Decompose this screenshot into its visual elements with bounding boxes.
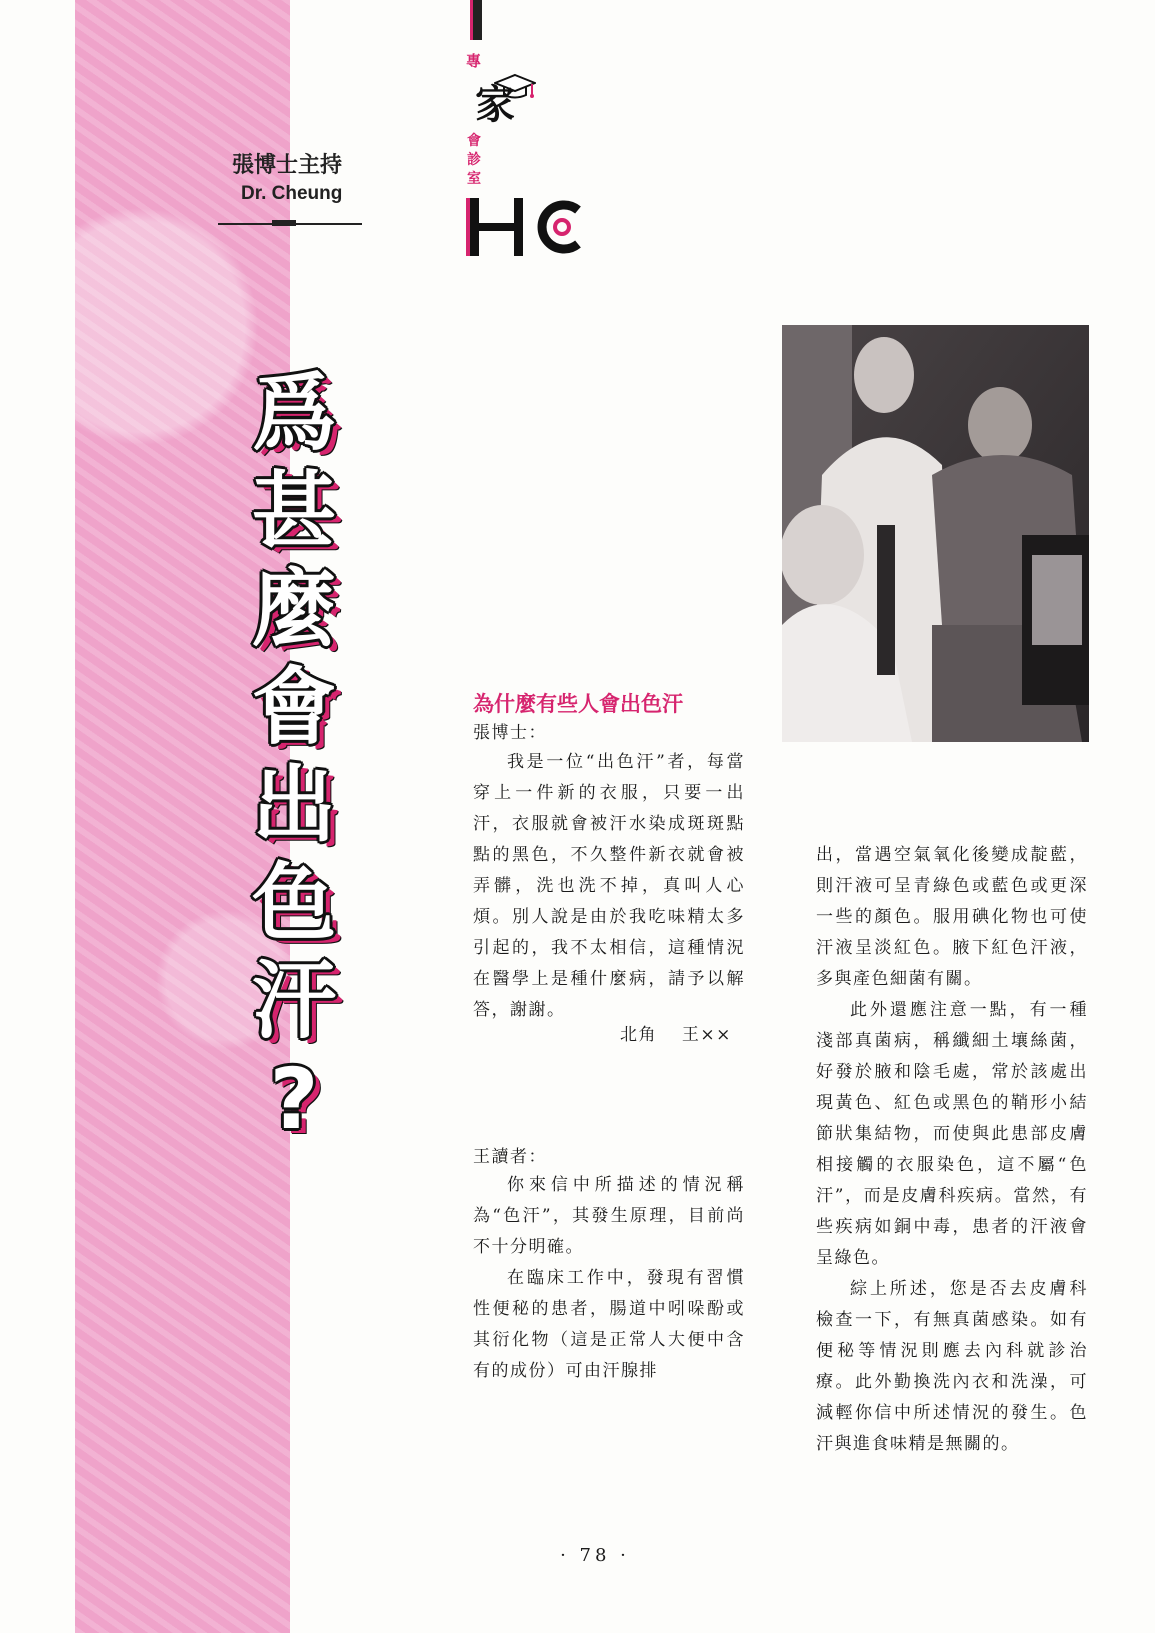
host-name-english: Dr. Cheung: [241, 183, 343, 204]
answer-left-column: [473, 1170, 745, 1387]
hc-logo: [466, 198, 591, 256]
doctor-patient-photo: [782, 325, 1089, 742]
question-signature: 北角 王××: [620, 1025, 732, 1045]
page-number: · 78 ·: [560, 1545, 630, 1566]
answer-paragraph: 出，當遇空氣氧化後變成靛藍，則汗液可呈青綠色或藍色或更深一些的顏色。服用碘化物也可使汗液呈淡紅色。腋下紅色汗液，多與產色細菌有關。: [816, 845, 1088, 989]
answer-paragraph: 你來信中所描述的情況稱為“色汗”，其發生原理，目前尚不十分明確。: [473, 1175, 745, 1257]
logo-clinic-label: 會診室: [467, 133, 481, 187]
answer-paragraph: 此外還應注意一點，有一種淺部真菌病，稱纖細土壤絲菌，好發於腋和陰毛處，常於該處出現黃色、紅色或黑色的鞘形小結節狀集結物，而使與此患部皮膚相接觸的衣服染色，這不屬“色汗”，而是皮膚科疾病。當然，有些疾病如銅中毒，患者的汗液會呈綠色。: [816, 1000, 1088, 1268]
title-char: 會: [251, 658, 336, 756]
title-question-mark: ?: [269, 1050, 319, 1148]
question-body: [473, 747, 745, 1026]
question-heading: 為什麼有些人會出色汗: [473, 692, 683, 716]
question-salutation: 張博士：: [473, 723, 547, 743]
title-char: 汗: [251, 952, 336, 1050]
title-char: 甚: [251, 462, 336, 560]
title-char: 出: [251, 756, 336, 854]
answer-paragraph: 綜上所述，您是否去皮膚科檢查一下，有無真菌感染。如有便秘等情況則應去內科就診治療。此外勤換洗內衣和洗澡，可減輕你信中所述情況的發生。色汗與進食味精是無關的。: [816, 1279, 1088, 1454]
host-name-chinese: 張博士主持: [232, 153, 343, 178]
article-title: [246, 364, 342, 1148]
answer-right-column: [816, 840, 1088, 1460]
question-paragraph: 我是一位“出色汗”者，每當穿上一件新的衣服，只要一出汗，衣服就會被汗水染成斑斑點點的黑色，不久整件新衣就會被弄髒，洗也洗不掉，真叫人心煩。別人說是由於我吃味精太多引起的，我不太相信，這種情況在醫學上是種什麼病，請予以解答，謝謝。: [473, 752, 745, 1020]
logo-zhuan-char: 專: [466, 52, 482, 70]
logo-top-bar: [470, 0, 482, 40]
title-char: 麼: [251, 560, 336, 658]
title-char: 爲: [251, 364, 336, 462]
logo-jia-char: 家: [475, 82, 515, 128]
answer-paragraph: 在臨床工作中，發現有習慣性便秘的患者，腸道中吲哚酚或其衍化物（這是正常人大便中含有的成份）可由汗腺排: [473, 1268, 745, 1381]
title-char: 色: [251, 854, 336, 952]
answer-salutation: 王讀者：: [473, 1147, 547, 1167]
host-divider-mark: [272, 220, 296, 226]
